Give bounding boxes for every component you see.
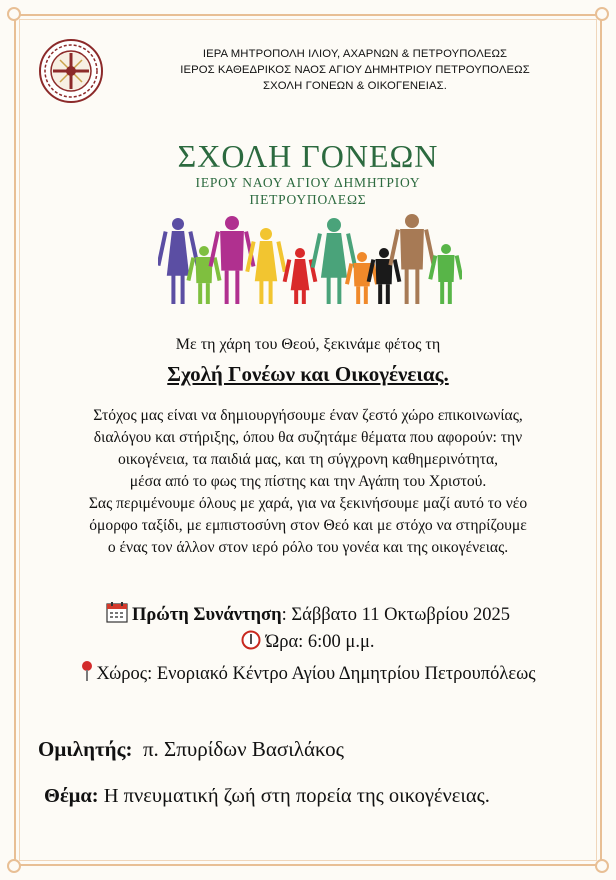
meeting-label: Πρώτη Συνάντηση <box>131 605 282 625</box>
meeting-place-text: Χώρος: Ενοριακό Κέντρο Αγίου Δημητρίου Πετρουπόλεως <box>96 664 536 684</box>
logo-subtitle-line: ΙΕΡΟΥ ΝΑΟΥ ΑΓΙΟΥ ΔΗΜΗΤΡΙΟΥ <box>195 175 421 190</box>
family-figure <box>283 248 318 304</box>
body-paragraph <box>40 405 576 559</box>
logo-subtitle <box>0 174 616 208</box>
calendar-icon <box>106 601 128 623</box>
body-line: Στόχος μας είναι να δημιουργήσουμε έναν ζεστό χώρο επικοινωνίας, <box>93 407 523 424</box>
topic-line <box>44 785 490 808</box>
meeting-place <box>0 660 616 685</box>
body-line: μέσα από το φως της πίστης και την Αγάπη του Χριστού. <box>129 473 487 490</box>
body-line: όμορφο ταξίδι, με εμπιστοσύνη στον Θεό και με στόχο να στηρίζουμε <box>89 517 527 534</box>
clock-icon <box>241 630 261 650</box>
body-line: οικογένεια, τα παιδιά μας, και τη σύγχρονη καθημερινότητα, <box>117 451 499 468</box>
speaker-label: Ομιλητής: <box>38 737 133 761</box>
family-figure <box>428 244 462 304</box>
speaker-line <box>38 737 344 762</box>
family-figure <box>186 246 221 304</box>
corner-ornament <box>595 7 609 21</box>
intro-text: Με τη χάρη του Θεού, ξεκινάμε φέτος τη <box>175 336 441 353</box>
pin-icon <box>80 660 94 682</box>
family-figure <box>388 214 435 304</box>
topic-label: Θέμα: <box>44 785 99 807</box>
meeting-date-text: : Σάββατο 11 Οκτωβρίου 2025 <box>281 605 511 625</box>
meeting-date <box>0 601 616 626</box>
header-block <box>110 46 600 94</box>
speaker-name: π. Σπυρίδων Βασιλάκος <box>142 737 344 761</box>
topic-text: Η πνευματική ζωή στη πορεία της οικογένειας. <box>103 785 490 807</box>
logo-title: ΣΧΟΛΗ ΓΟΝΕΩΝ <box>177 138 439 174</box>
corner-ornament <box>7 859 21 873</box>
meeting-time <box>0 630 616 653</box>
metropolis-seal-icon <box>38 38 104 104</box>
logo-subtitle-line: ΠΕΤΡΟΥΠΟΛΕΩΣ <box>249 192 367 207</box>
header-line: ΙΕΡΟΣ ΚΑΘΕΔΡΙΚΟΣ ΝΑΟΣ ΑΓΙΟΥ ΔΗΜΗΤΡΙΟΥ ΠΕΤΡΟΥΠΟΛΕΩΣ <box>180 64 530 76</box>
corner-ornament <box>595 859 609 873</box>
family-figure <box>311 218 358 304</box>
body-line: διαλόγου και στήριξης, όπου θα συζητάμε θέματα που αφορούν: την <box>93 429 523 446</box>
family-figure <box>367 248 402 304</box>
corner-ornament <box>7 7 21 21</box>
family-figures-icon <box>158 214 462 304</box>
body-line: Σας περιμένουμε όλους με χαρά, για να ξεκινήσουμε μαζί αυτό το νέο <box>88 495 528 512</box>
header-line: ΙΕΡΑ ΜΗΤΡΟΠΟΛΗ ΙΛΙΟΥ, ΑΧΑΡΝΩΝ & ΠΕΤΡΟΥΠΟΛΕΩΣ <box>202 48 508 60</box>
school-name: Σχολή Γονέων και Οικογένειας. <box>167 362 449 386</box>
meeting-time-text: Ώρα: 6:00 μ.μ. <box>265 632 375 652</box>
body-line: ο ένας τον άλλον στον ιερό ρόλο του γονέα και της οικογένειας. <box>107 539 509 556</box>
header-line: ΣΧΟΛΗ ΓΟΝΕΩΝ & ΟΙΚΟΓΕΝΕΙΑΣ. <box>263 80 447 92</box>
